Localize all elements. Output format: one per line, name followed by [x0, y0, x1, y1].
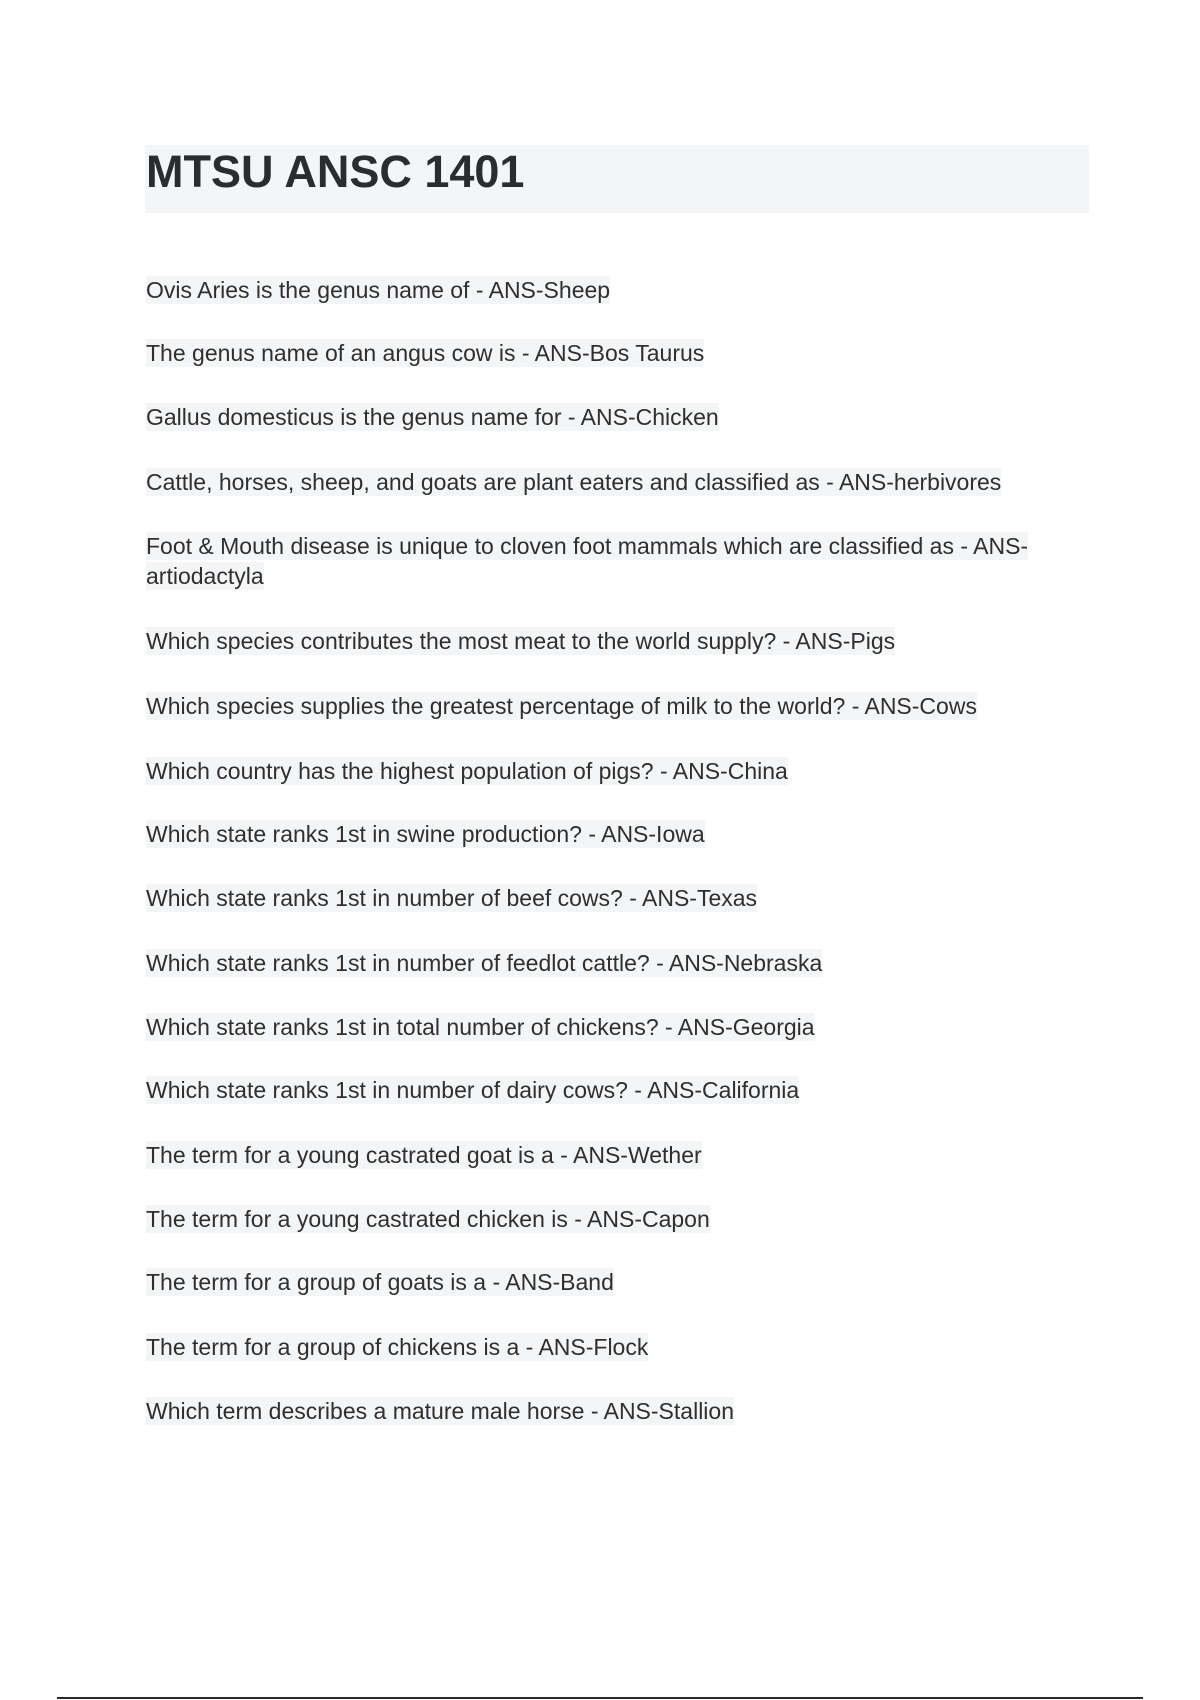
list-item [146, 948, 1066, 978]
qa-text: The term for a group of goats is a - ANS-Band [146, 1269, 614, 1295]
list-item [146, 883, 1066, 913]
list-item [146, 338, 1066, 368]
list-item [146, 691, 1066, 721]
list-item [146, 1332, 1066, 1362]
qa-text: Cattle, horses, sheep, and goats are plant eaters and classified as - ANS-herbivores [146, 469, 1002, 495]
list-item [146, 1267, 1066, 1297]
list-item [146, 531, 1066, 591]
list-item [146, 1396, 1066, 1426]
list-item [146, 756, 1066, 786]
qa-text: Which species contributes the most meat to the world supply? - ANS-Pigs [146, 628, 896, 654]
list-item [146, 1012, 1066, 1042]
qa-text: The term for a group of chickens is a - ANS-Flock [146, 1334, 649, 1360]
list-item [146, 1204, 1066, 1234]
qa-text: The term for a young castrated goat is a - ANS-Wether [146, 1142, 702, 1168]
list-item [146, 1075, 1066, 1105]
qa-text: Which state ranks 1st in swine production? - ANS-Iowa [146, 821, 705, 847]
qa-text: The genus name of an angus cow is - ANS-Bos Taurus [146, 340, 705, 366]
list-item [146, 819, 1066, 849]
list-item [146, 626, 1066, 656]
footer-divider [57, 1697, 1143, 1699]
qa-text: Which species supplies the greatest percentage of milk to the world? - ANS-Cows [146, 693, 977, 719]
qa-text: The term for a young castrated chicken is - ANS-Capon [146, 1206, 710, 1232]
qa-text: Which state ranks 1st in number of feedlot cattle? - ANS-Nebraska [146, 950, 823, 976]
list-item [146, 275, 1066, 305]
qa-text: Gallus domesticus is the genus name for - ANS-Chicken [146, 404, 719, 430]
list-item [146, 467, 1066, 497]
qa-text: Which country has the highest population of pigs? - ANS-China [146, 758, 788, 784]
qa-text: Which state ranks 1st in number of dairy cows? - ANS-California [146, 1077, 800, 1103]
qa-text: Foot & Mouth disease is unique to cloven foot mammals which are classified as - ANS-artiodactyla [146, 533, 1029, 589]
page-title: MTSU ANSC 1401 [146, 146, 525, 197]
qa-text: Which state ranks 1st in total number of chickens? - ANS-Georgia [146, 1014, 815, 1040]
qa-text: Which state ranks 1st in number of beef cows? - ANS-Texas [146, 885, 758, 911]
list-item [146, 1140, 1066, 1170]
list-item [146, 402, 1066, 432]
qa-text: Which term describes a mature male horse - ANS-Stallion [146, 1398, 734, 1424]
qa-text: Ovis Aries is the genus name of - ANS-Sheep [146, 277, 611, 303]
